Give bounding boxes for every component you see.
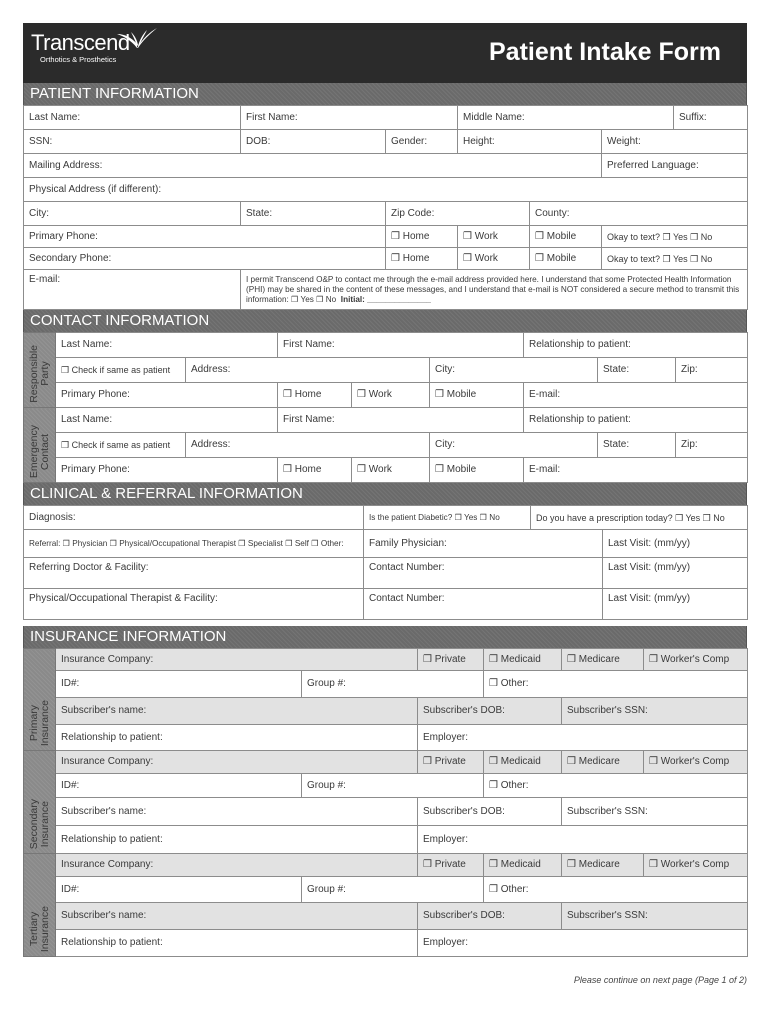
primary-subscriber-name-field[interactable]: Subscriber's name: [56,698,418,725]
first-name-field[interactable]: First Name: [241,106,458,130]
emergency-home-checkbox[interactable]: ❒ Home [278,458,352,483]
mailing-address-field[interactable]: Mailing Address: [24,154,602,178]
secondary-private-checkbox[interactable]: ❒ Private [418,751,484,774]
emergency-last-name-field[interactable]: Last Name: [56,408,278,433]
primary-group-field[interactable]: Group #: [302,671,484,698]
tertiary-subscriber-name-field[interactable]: Subscriber's name: [56,903,418,930]
secondary-id-field[interactable]: ID#: [56,774,302,798]
diabetic-checkbox[interactable]: Is the patient Diabetic? ❒ Yes ❒ No [364,506,531,530]
height-field[interactable]: Height: [458,130,602,154]
secondary-subscriber-name-field[interactable]: Subscriber's name: [56,798,418,826]
tertiary-workers-comp-checkbox[interactable]: ❒ Worker's Comp [644,854,748,877]
dob-field[interactable]: DOB: [241,130,386,154]
primary-medicaid-checkbox[interactable]: ❒ Medicaid [484,649,562,671]
secondary-phone-work-checkbox[interactable]: ❒ Work [458,248,530,270]
transcend-logo [31,31,130,64]
secondary-employer-field[interactable]: Employer: [418,826,748,854]
secondary-other-checkbox[interactable]: ❒ Other: [484,774,748,798]
weight-field[interactable]: Weight: [602,130,748,154]
emergency-same-as-patient-checkbox[interactable]: ❒ Check if same as patient [56,433,186,458]
diagnosis-field[interactable]: Diagnosis: [24,506,364,530]
therapist-field[interactable]: Physical/Occupational Therapist & Facility: [24,589,364,620]
secondary-insurance-label: Secondary Insurance [24,751,56,854]
primary-phone-field[interactable]: Primary Phone: [24,226,386,248]
primary-subscriber-ssn-field[interactable]: Subscriber's SSN: [562,698,748,725]
therapist-contact-number-field[interactable]: Contact Number: [364,589,603,620]
responsible-home-checkbox[interactable]: ❒ Home [278,383,352,408]
tertiary-medicaid-checkbox[interactable]: ❒ Medicaid [484,854,562,877]
primary-phone-home-checkbox[interactable]: ❒ Home [386,226,458,248]
primary-workers-comp-checkbox[interactable]: ❒ Worker's Comp [644,649,748,671]
secondary-phone-field[interactable]: Secondary Phone: [24,248,386,270]
tertiary-subscriber-ssn-field[interactable]: Subscriber's SSN: [562,903,748,930]
email-field[interactable]: E-mail: [24,270,241,310]
emergency-address-field[interactable]: Address: [186,433,430,458]
tertiary-insurance-label: Tertiary Insurance [24,854,56,957]
responsible-first-name-field[interactable]: First Name: [278,333,524,358]
tertiary-private-checkbox[interactable]: ❒ Private [418,854,484,877]
section-contact-information: CONTACT INFORMATION [23,310,747,332]
clinical-referral-table [23,505,748,620]
primary-subscriber-dob-field[interactable]: Subscriber's DOB: [418,698,562,725]
primary-phone-work-checkbox[interactable]: ❒ Work [458,226,530,248]
suffix-field[interactable]: Suffix: [674,106,748,130]
emergency-primary-phone-field[interactable]: Primary Phone: [56,458,278,483]
emergency-city-field[interactable]: City: [430,433,598,458]
intake-form-page [23,23,747,957]
responsible-address-field[interactable]: Address: [186,358,430,383]
primary-other-checkbox[interactable]: ❒ Other: [484,671,748,698]
section-patient-information: PATIENT INFORMATION [23,83,747,105]
tertiary-relationship-field[interactable]: Relationship to patient: [56,930,418,957]
tertiary-group-field[interactable]: Group #: [302,877,484,903]
last-name-field[interactable]: Last Name: [24,106,241,130]
wings-icon [117,28,157,50]
responsible-city-field[interactable]: City: [430,358,598,383]
tertiary-id-field[interactable]: ID#: [56,877,302,903]
secondary-group-field[interactable]: Group #: [302,774,484,798]
primary-medicare-checkbox[interactable]: ❒ Medicare [562,649,644,671]
referring-last-visit-field[interactable]: Last Visit: (mm/yy) [603,558,748,589]
state-field[interactable]: State: [241,202,386,226]
secondary-okay-to-text-checkbox[interactable]: Okay to text? ❒ Yes ❒ No [602,248,748,270]
zip-code-field[interactable]: Zip Code: [386,202,530,226]
form-header [23,23,747,83]
family-physician-field[interactable]: Family Physician: [364,530,603,558]
secondary-medicare-checkbox[interactable]: ❒ Medicare [562,751,644,774]
secondary-insurance-company-field[interactable]: Insurance Company: [56,751,418,774]
ssn-field[interactable]: SSN: [24,130,241,154]
middle-name-field[interactable]: Middle Name: [458,106,674,130]
prescription-checkbox[interactable]: Do you have a prescription today? ❒ Yes ❒ No [531,506,748,530]
primary-relationship-field[interactable]: Relationship to patient: [56,725,418,751]
initial-field[interactable]: Initial: ______________ [340,294,431,304]
physical-address-field[interactable]: Physical Address (if different): [24,178,748,202]
emergency-email-field[interactable]: E-mail: [524,458,748,483]
email-consent-block[interactable] [241,270,748,310]
preferred-language-field[interactable]: Preferred Language: [602,154,748,178]
responsible-mobile-checkbox[interactable]: ❒ Mobile [430,383,524,408]
emergency-relationship-field[interactable]: Relationship to patient: [524,408,748,433]
secondary-phone-mobile-checkbox[interactable]: ❒ Mobile [530,248,602,270]
tertiary-medicare-checkbox[interactable]: ❒ Medicare [562,854,644,877]
primary-private-checkbox[interactable]: ❒ Private [418,649,484,671]
responsible-last-name-field[interactable]: Last Name: [56,333,278,358]
primary-id-field[interactable]: ID#: [56,671,302,698]
tertiary-insurance-company-field[interactable]: Insurance Company: [56,854,418,877]
responsible-work-checkbox[interactable]: ❒ Work [352,383,430,408]
referring-doctor-field[interactable]: Referring Doctor & Facility: [24,558,364,589]
primary-okay-to-text-checkbox[interactable]: Okay to text? ❒ Yes ❒ No [602,226,748,248]
county-field[interactable]: County: [530,202,748,226]
emergency-contact-label: Emergency Contact [24,408,56,483]
gender-field[interactable]: Gender: [386,130,458,154]
logo-subtitle: Orthotics & Prosthetics [40,55,117,64]
secondary-relationship-field[interactable]: Relationship to patient: [56,826,418,854]
primary-insurance-company-field[interactable]: Insurance Company: [56,649,418,671]
secondary-phone-home-checkbox[interactable]: ❒ Home [386,248,458,270]
emergency-state-field[interactable]: State: [598,433,676,458]
referring-contact-number-field[interactable]: Contact Number: [364,558,603,589]
emergency-first-name-field[interactable]: First Name: [278,408,524,433]
email-consent-text: I permit Transcend O&P to contact me through the e-mail address provided here. I understand that some Protected Health Information (PHI) may be shared in the content of these messages, and I understand that e-mail is NOT considered a secure method to transmit this information: ❒ Yes ❒ No [246,274,740,304]
referral-checkboxes[interactable]: Referral: ❒ Physician ❒ Physical/Occupational Therapist ❒ Specialist ❒ Self ❒ Other: [24,530,364,558]
tertiary-employer-field[interactable]: Employer: [418,930,748,957]
secondary-subscriber-ssn-field[interactable]: Subscriber's SSN: [562,798,748,826]
logo-name: Transcend [31,30,130,55]
footer-continue-note: Please continue on next page (Page 1 of 2) [573,975,747,985]
section-insurance-information: INSURANCE INFORMATION [23,626,747,648]
city-field[interactable]: City: [24,202,241,226]
tertiary-other-checkbox[interactable]: ❒ Other: [484,877,748,903]
responsible-email-field[interactable]: E-mail: [524,383,748,408]
responsible-state-field[interactable]: State: [598,358,676,383]
section-clinical-referral: CLINICAL & REFERRAL INFORMATION [23,483,747,505]
family-physician-last-visit-field[interactable]: Last Visit: (mm/yy) [603,530,748,558]
tertiary-subscriber-dob-field[interactable]: Subscriber's DOB: [418,903,562,930]
therapist-last-visit-field[interactable]: Last Visit: (mm/yy) [603,589,748,620]
secondary-subscriber-dob-field[interactable]: Subscriber's DOB: [418,798,562,826]
page-title: Patient Intake Form [489,38,721,66]
patient-information-table [23,105,748,310]
insurance-information-table [23,648,748,957]
emergency-zip-field[interactable]: Zip: [676,433,748,458]
responsible-zip-field[interactable]: Zip: [676,358,748,383]
responsible-relationship-field[interactable]: Relationship to patient: [524,333,748,358]
responsible-party-label: Responsible Party [24,333,56,408]
primary-phone-mobile-checkbox[interactable]: ❒ Mobile [530,226,602,248]
contact-information-table [23,332,748,483]
secondary-workers-comp-checkbox[interactable]: ❒ Worker's Comp [644,751,748,774]
secondary-medicaid-checkbox[interactable]: ❒ Medicaid [484,751,562,774]
emergency-mobile-checkbox[interactable]: ❒ Mobile [430,458,524,483]
primary-employer-field[interactable]: Employer: [418,725,748,751]
responsible-primary-phone-field[interactable]: Primary Phone: [56,383,278,408]
responsible-same-as-patient-checkbox[interactable]: ❒ Check if same as patient [56,358,186,383]
primary-insurance-label: Primary Insurance [24,649,56,751]
emergency-work-checkbox[interactable]: ❒ Work [352,458,430,483]
